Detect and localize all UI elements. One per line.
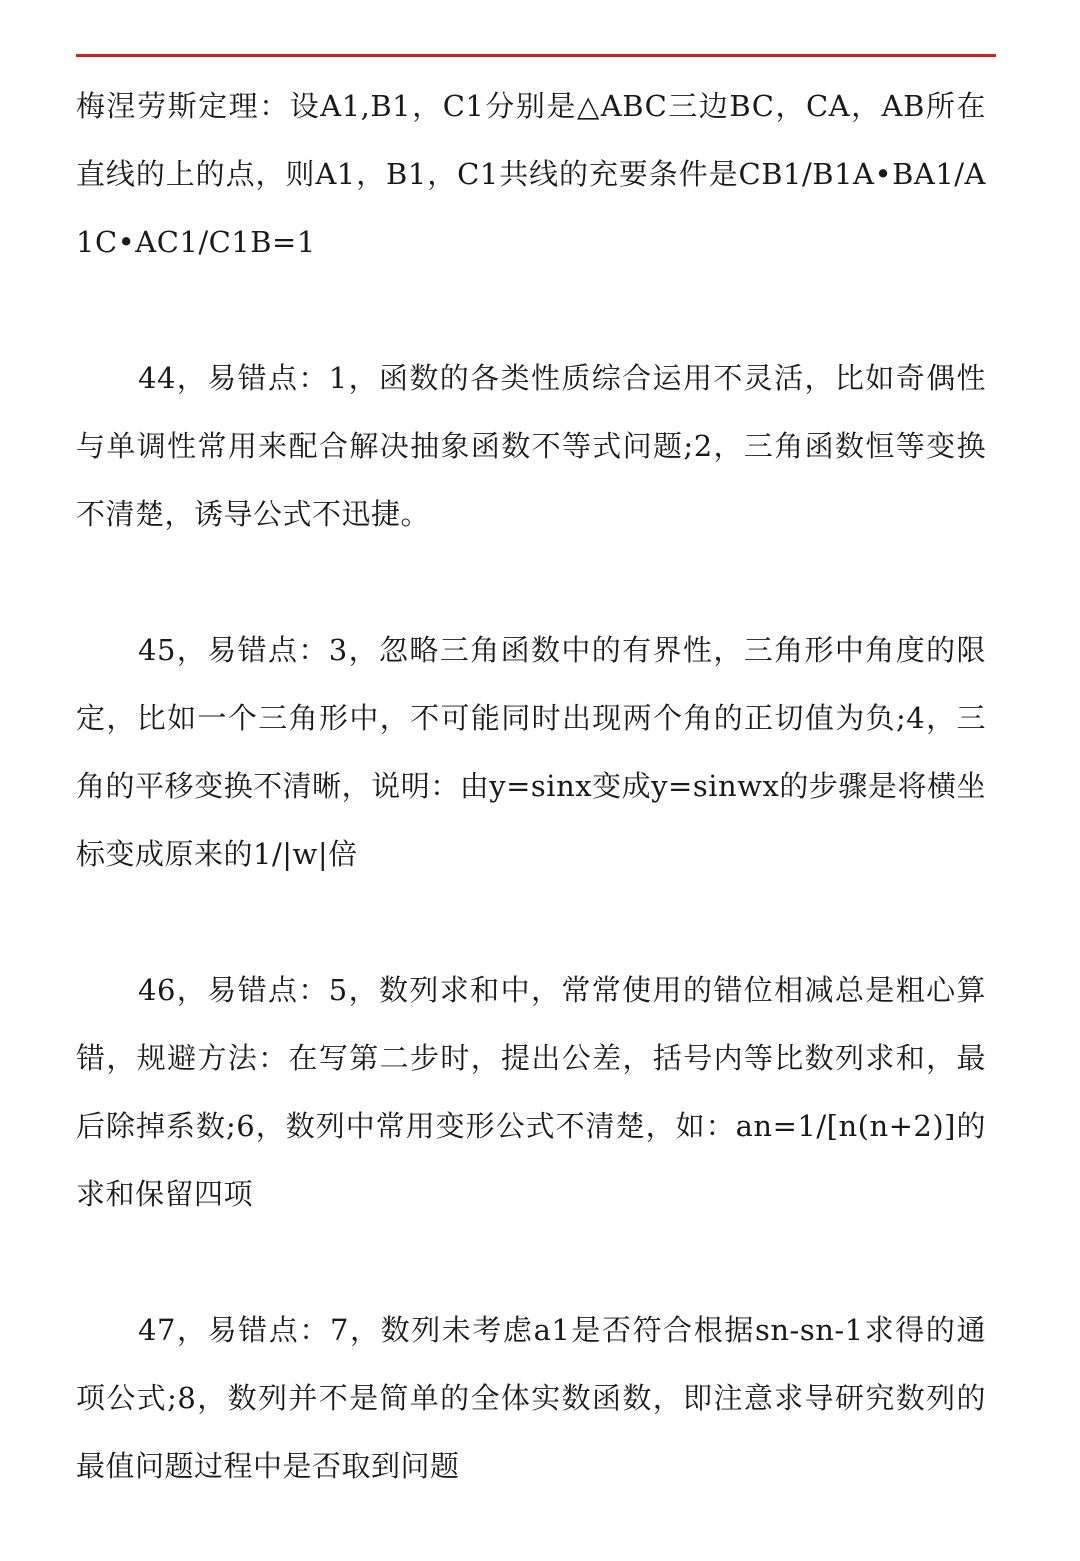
paragraph-item-45: 45，易错点：3，忽略三角函数中的有界性，三角形中角度的限定，比如一个三角形中，不可能同时出现两个角的正切值为负;4，三角的平移变换不清晰，说明：由y=sinx变成y=sinwx的步骤是将横坐标变成原来的1/|w|倍 (76, 633, 986, 871)
paragraph-item-47: 47，易错点：7，数列未考虑a1是否符合根据sn-sn-1求得的通项公式;8，数列并不是简单的全体实数函数，即注意求导研究数列的最值问题过程中是否取到问题 (76, 1313, 986, 1483)
paragraph-item-44: 44，易错点：1，函数的各类性质综合运用不灵活，比如奇偶性与单调性常用来配合解决抽象函数不等式问题;2，三角函数恒等变换不清楚，诱导公式不迅捷。 (76, 361, 986, 531)
paragraph-item-46: 46，易错点：5，数列求和中，常常使用的错位相减总是粗心算错，规避方法：在写第二步时，提出公差，括号内等比数列求和，最后除掉系数;6，数列中常用变形公式不清楚，如：an=1/[n(n+2)]的求和保留四项 (76, 973, 986, 1211)
paragraph-menelaus-theorem: 梅涅劳斯定理：设A1,B1，C1分别是△ABC三边BC，CA，AB所在直线的上的点，则A1，B1，C1共线的充要条件是CB1/B1A•BA1/A1C•AC1/C1B=1 (76, 89, 986, 259)
paragraph-gap (76, 276, 986, 344)
paragraph-gap (76, 548, 986, 616)
header-red-rule (76, 54, 996, 57)
paragraph-gap (76, 1228, 986, 1296)
document-body (76, 72, 986, 1500)
paragraph-gap (76, 888, 986, 956)
